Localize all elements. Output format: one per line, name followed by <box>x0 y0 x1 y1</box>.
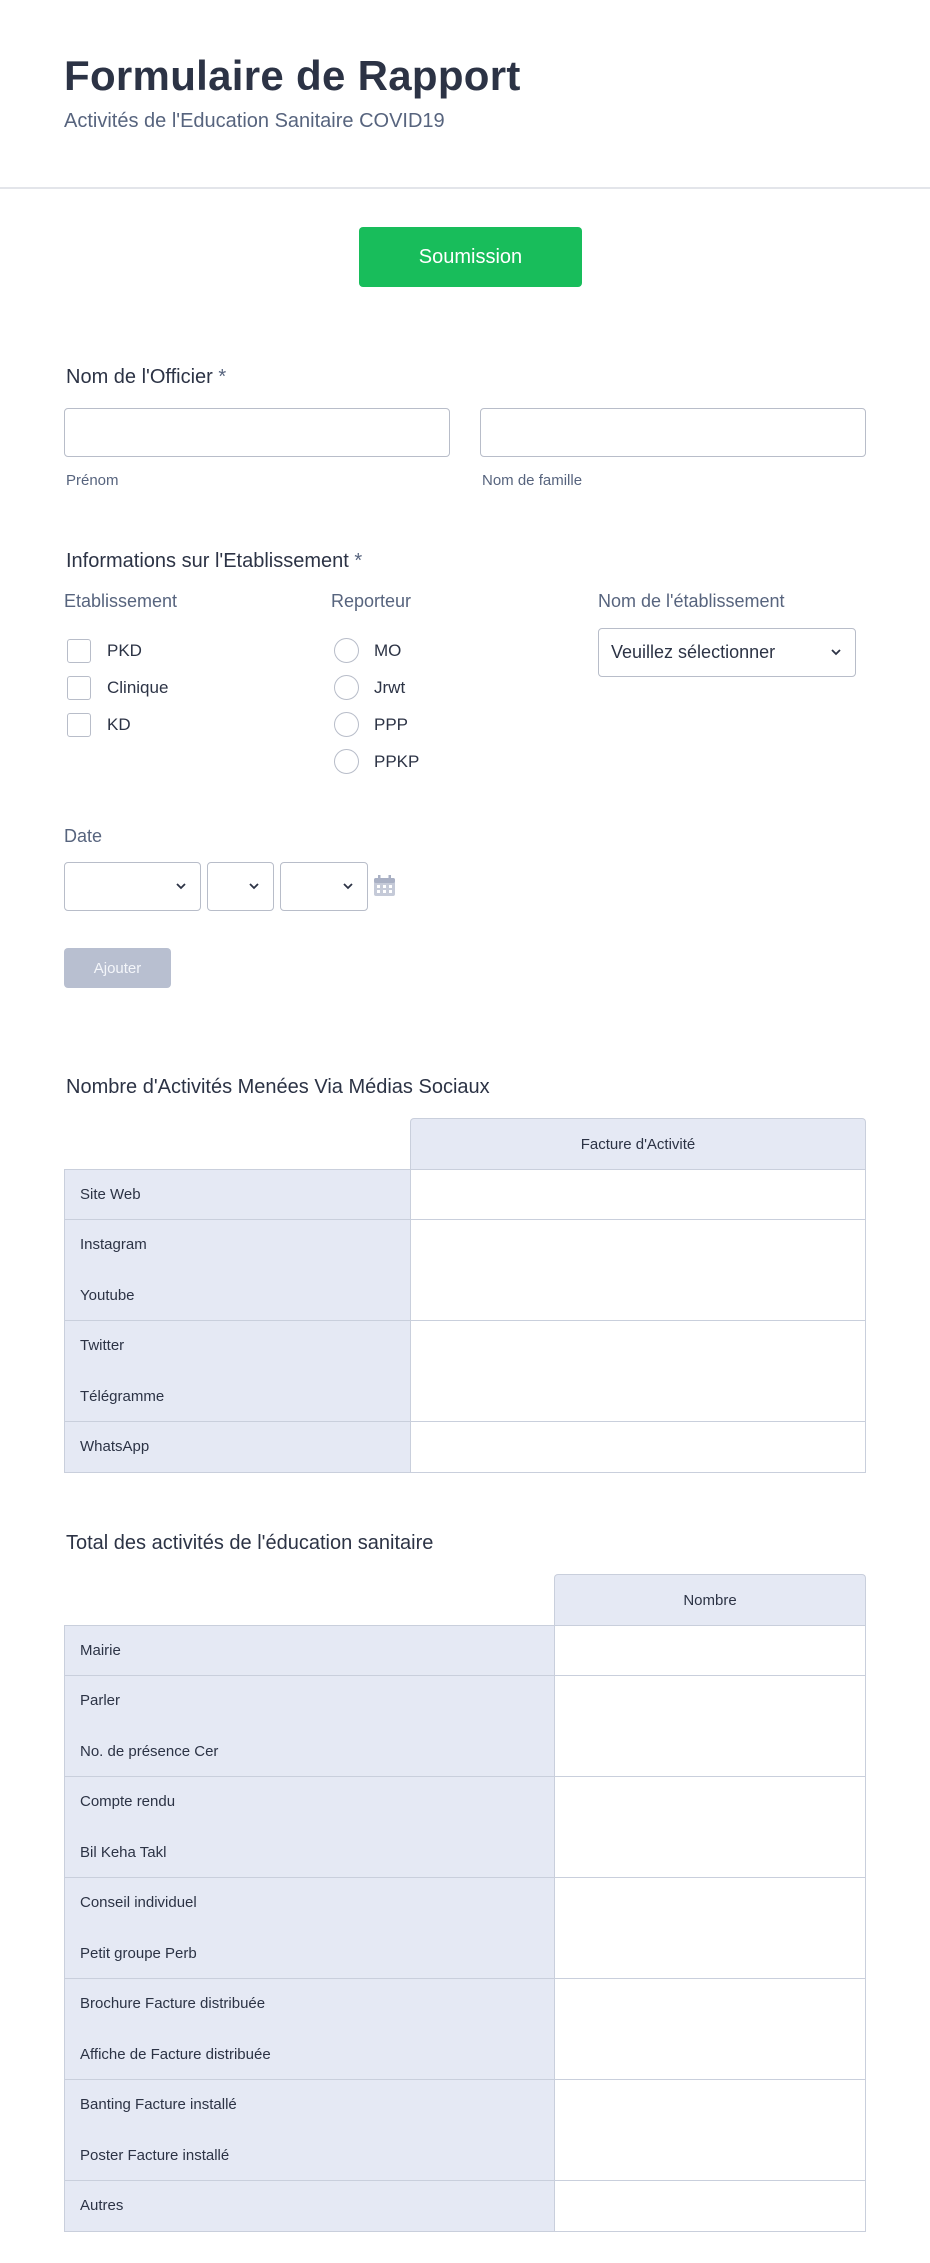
page-title: Formulaire de Rapport <box>64 52 521 99</box>
officer-name-label <box>66 366 226 389</box>
matrix-row-label: Bil Keha Takl <box>64 1827 554 1878</box>
establishment-info-label <box>66 550 362 573</box>
date-year-select[interactable] <box>280 862 368 911</box>
matrix-cell-input[interactable] <box>554 1979 866 2030</box>
table-row <box>64 1726 866 1777</box>
matrix-row-label: Brochure Facture distribuée <box>64 1979 554 2030</box>
table-row <box>64 2181 866 2232</box>
matrix-row-label: Mairie <box>64 1625 554 1676</box>
table-row <box>64 2080 866 2131</box>
matrix-cell-input[interactable] <box>410 1371 866 1422</box>
table-row <box>64 1169 866 1220</box>
matrix-cell-input[interactable] <box>554 1827 866 1878</box>
table-row <box>64 1928 866 1979</box>
table-row <box>64 1371 866 1422</box>
matrix-cell-input[interactable] <box>554 2029 866 2080</box>
matrix-row-label: WhatsApp <box>64 1422 410 1473</box>
officer-name-label-text: Nom de l'Officier <box>66 366 213 388</box>
checkbox-option-label: PKD <box>107 641 142 660</box>
chevron-down-icon <box>174 879 188 893</box>
matrix-row-label: Twitter <box>64 1321 410 1372</box>
checkbox-option-kd[interactable] <box>67 713 131 737</box>
table-row <box>64 2029 866 2080</box>
etablissement-label: Etablissement <box>64 591 178 611</box>
radio-option-label: Jrwt <box>374 677 406 697</box>
matrix-cell-input[interactable] <box>554 1777 866 1828</box>
radio-option-ppkp[interactable] <box>334 749 419 774</box>
matrix-cell-input[interactable] <box>554 1676 866 1727</box>
totals-matrix <box>64 1574 866 2234</box>
radio-button[interactable] <box>334 675 359 700</box>
required-mark: * <box>354 550 363 572</box>
matrix-row-label: Affiche de Facture distribuée <box>64 2029 554 2080</box>
first-name-input[interactable] <box>64 408 450 457</box>
radio-button[interactable] <box>334 749 359 774</box>
nom-etablissement-label: Nom de l'établissement <box>598 591 785 611</box>
radio-option-jrwt[interactable] <box>334 675 405 700</box>
radio-option-label: PPKP <box>374 751 420 771</box>
page-subtitle: Activités de l'Education Sanitaire COVID19 <box>64 110 445 132</box>
matrix-row-label: Petit groupe Perb <box>64 1928 554 1979</box>
checkbox[interactable] <box>67 639 91 663</box>
table-row <box>64 1979 866 2030</box>
nom-etablissement-select[interactable] <box>598 628 856 677</box>
checkbox[interactable] <box>67 713 91 737</box>
matrix-row-label: Conseil individuel <box>64 1878 554 1929</box>
date-label: Date <box>64 826 103 846</box>
radio-option-label: PPP <box>374 714 409 734</box>
add-button[interactable]: Ajouter <box>64 948 171 988</box>
submit-button[interactable]: Soumission <box>359 227 582 287</box>
establishment-info-label-text: Informations sur l'Etablissement <box>66 550 349 572</box>
matrix-row-label: Site Web <box>64 1169 410 1220</box>
matrix-row-label: Banting Facture installé <box>64 2080 554 2131</box>
social-media-label: Nombre d'Activités Menées Via Médias Sociaux <box>66 1076 490 1098</box>
table-row <box>64 1270 866 1321</box>
matrix-row-label: Instagram <box>64 1220 410 1271</box>
checkbox-option-pkd[interactable] <box>67 639 142 663</box>
matrix-cell-input[interactable] <box>554 1625 866 1676</box>
table-row <box>64 1220 866 1271</box>
radio-option-ppp[interactable] <box>334 712 408 737</box>
required-mark: * <box>218 366 227 388</box>
matrix-row-label: No. de présence Cer <box>64 1726 554 1777</box>
radio-option-mo[interactable] <box>334 638 401 663</box>
table-row <box>64 1777 866 1828</box>
first-name-sublabel: Prénom <box>66 472 119 489</box>
matrix-cell-input[interactable] <box>410 1169 866 1220</box>
chevron-down-icon <box>341 879 355 893</box>
matrix-column-header: Nombre <box>554 1574 866 1625</box>
date-day-select[interactable] <box>207 862 274 911</box>
matrix-row-label: Poster Facture installé <box>64 2130 554 2181</box>
matrix-cell-input[interactable] <box>554 2080 866 2131</box>
last-name-sublabel: Nom de famille <box>482 472 583 489</box>
matrix-cell-input[interactable] <box>554 1878 866 1929</box>
nom-etablissement-selected: Veuillez sélectionner <box>611 642 776 662</box>
checkbox-option-clinique[interactable] <box>67 676 168 700</box>
matrix-cell-input[interactable] <box>410 1321 866 1372</box>
matrix-cell-input[interactable] <box>554 2181 866 2232</box>
table-row <box>64 1422 866 1473</box>
matrix-row-label: Compte rendu <box>64 1777 554 1828</box>
matrix-cell-input[interactable] <box>554 2130 866 2181</box>
matrix-cell-input[interactable] <box>554 1726 866 1777</box>
table-row <box>64 1625 866 1676</box>
checkbox-option-label: Clinique <box>107 678 169 697</box>
table-row <box>64 1321 866 1372</box>
table-row <box>64 1878 866 1929</box>
reporteur-label: Reporteur <box>331 591 412 611</box>
matrix-cell-input[interactable] <box>410 1220 866 1271</box>
radio-button[interactable] <box>334 712 359 737</box>
matrix-row-label: Youtube <box>64 1270 410 1321</box>
social-media-matrix <box>64 1118 866 1473</box>
table-row <box>64 2130 866 2181</box>
matrix-row-label: Autres <box>64 2181 554 2232</box>
table-row <box>64 1676 866 1727</box>
chevron-down-icon <box>829 645 843 659</box>
matrix-row-label: Télégramme <box>64 1371 410 1422</box>
totals-label: Total des activités de l'éducation sanitaire <box>66 1532 434 1554</box>
table-row <box>64 1827 866 1878</box>
matrix-cell-input[interactable] <box>554 1928 866 1979</box>
date-month-select[interactable] <box>64 862 201 911</box>
chevron-down-icon <box>247 879 261 893</box>
last-name-input[interactable] <box>480 408 866 457</box>
calendar-icon[interactable] <box>373 875 396 897</box>
radio-option-label: MO <box>374 640 402 660</box>
checkbox[interactable] <box>67 676 91 700</box>
matrix-column-header: Facture d'Activité <box>410 1118 866 1169</box>
checkbox-option-label: KD <box>107 715 131 734</box>
matrix-row-label: Parler <box>64 1676 554 1727</box>
radio-button[interactable] <box>334 638 359 663</box>
matrix-cell-input[interactable] <box>410 1270 866 1321</box>
form-header <box>0 0 930 189</box>
matrix-cell-input[interactable] <box>410 1422 866 1473</box>
